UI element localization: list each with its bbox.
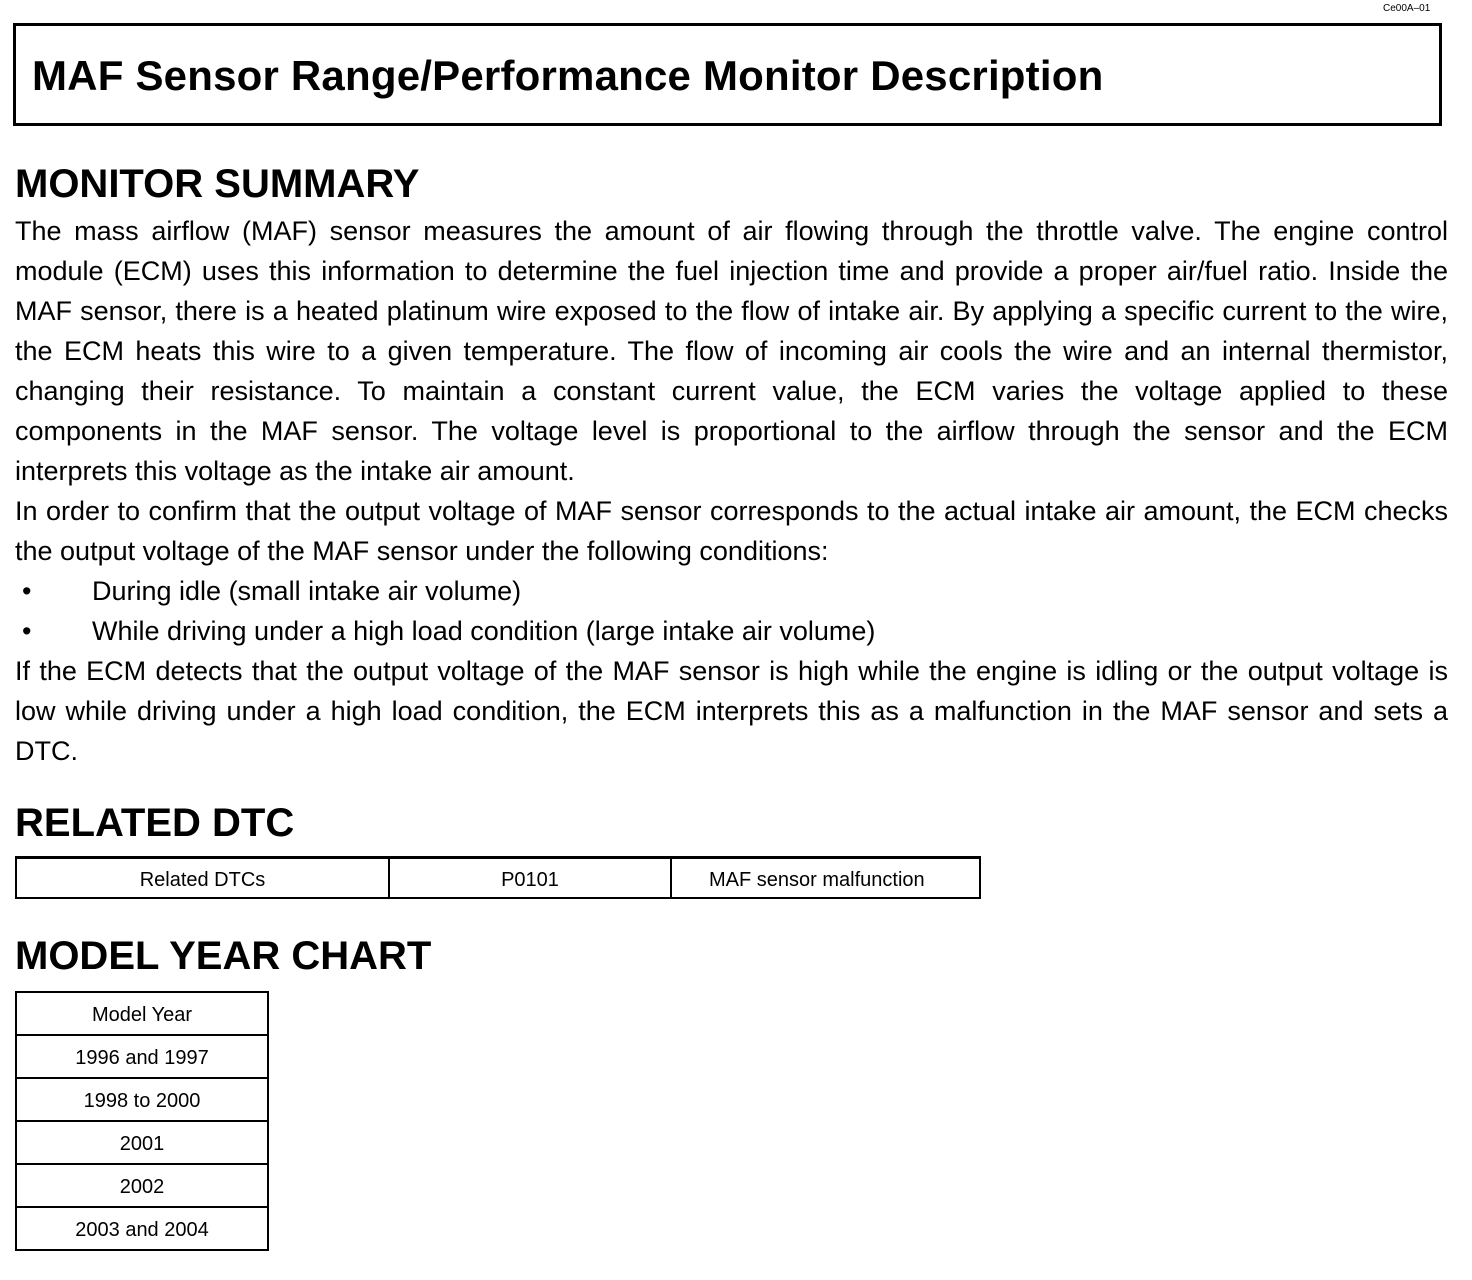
dtc-code: P0101	[389, 858, 671, 898]
summary-paragraph-2: In order to confirm that the output voltage of MAF sensor corresponds to the actual intake air amount, the ECM checks the output voltage of the MAF sensor under the following conditions:	[15, 496, 1448, 566]
table-row	[16, 992, 268, 1035]
model-year-table	[15, 991, 269, 1251]
conditions-list	[15, 571, 1448, 651]
list-item	[15, 571, 1448, 611]
model-year-cell: 2002	[16, 1164, 268, 1207]
dtc-description: MAF sensor malfunction	[671, 858, 980, 898]
table-row	[16, 858, 980, 898]
summary-paragraph-1: The mass airflow (MAF) sensor measures the amount of air flowing through the throttle valve. The engine control module (ECM) uses this information to determine the fuel injection time and provide a proper air/fuel ratio. Inside the MAF sensor, there is a heated platinum wire exposed to the flow of intake air. By applying a specific current to the wire, the ECM heats this wire to a given temperature. The flow of incoming air cools the wire and an internal thermistor, changing their resistance. To maintain a constant current value, the ECM varies the voltage applied to these components in the MAF sensor. The voltage level is proportional to the airflow through the sensor and the ECM interprets this voltage as the intake air amount.	[15, 216, 1448, 486]
related-dtc-table	[15, 856, 981, 899]
table-row	[16, 1035, 268, 1078]
model-year-chart-heading: MODEL YEAR CHART	[15, 934, 432, 978]
model-year-cell: 1998 to 2000	[16, 1078, 268, 1121]
bullet-icon: •	[22, 576, 32, 606]
monitor-summary-body	[15, 211, 1448, 771]
table-row	[16, 1164, 268, 1207]
table-row	[16, 1121, 268, 1164]
model-year-cell: 2003 and 2004	[16, 1207, 268, 1250]
list-item-text: While driving under a high load condition (large intake air volume)	[92, 616, 876, 646]
table-row	[16, 1207, 268, 1250]
page-title: MAF Sensor Range/Performance Monitor Description	[32, 52, 1104, 99]
summary-paragraph-3: If the ECM detects that the output voltage of the MAF sensor is high while the engine is idling or the output voltage is low while driving under a high load condition, the ECM interprets this as a malfunction in the MAF sensor and sets a DTC.	[15, 656, 1448, 766]
document-code: Ce00A–01	[1383, 3, 1431, 14]
title-box	[13, 23, 1442, 126]
related-dtc-heading: RELATED DTC	[15, 801, 295, 845]
monitor-summary-heading: MONITOR SUMMARY	[15, 162, 420, 206]
related-dtc-label: Related DTCs	[16, 858, 389, 898]
bullet-icon: •	[22, 616, 32, 646]
table-row	[16, 1078, 268, 1121]
list-item-text: During idle (small intake air volume)	[92, 576, 522, 606]
model-year-header: Model Year	[16, 992, 268, 1035]
list-item	[15, 611, 1448, 651]
model-year-cell: 1996 and 1997	[16, 1035, 268, 1078]
model-year-cell: 2001	[16, 1121, 268, 1164]
